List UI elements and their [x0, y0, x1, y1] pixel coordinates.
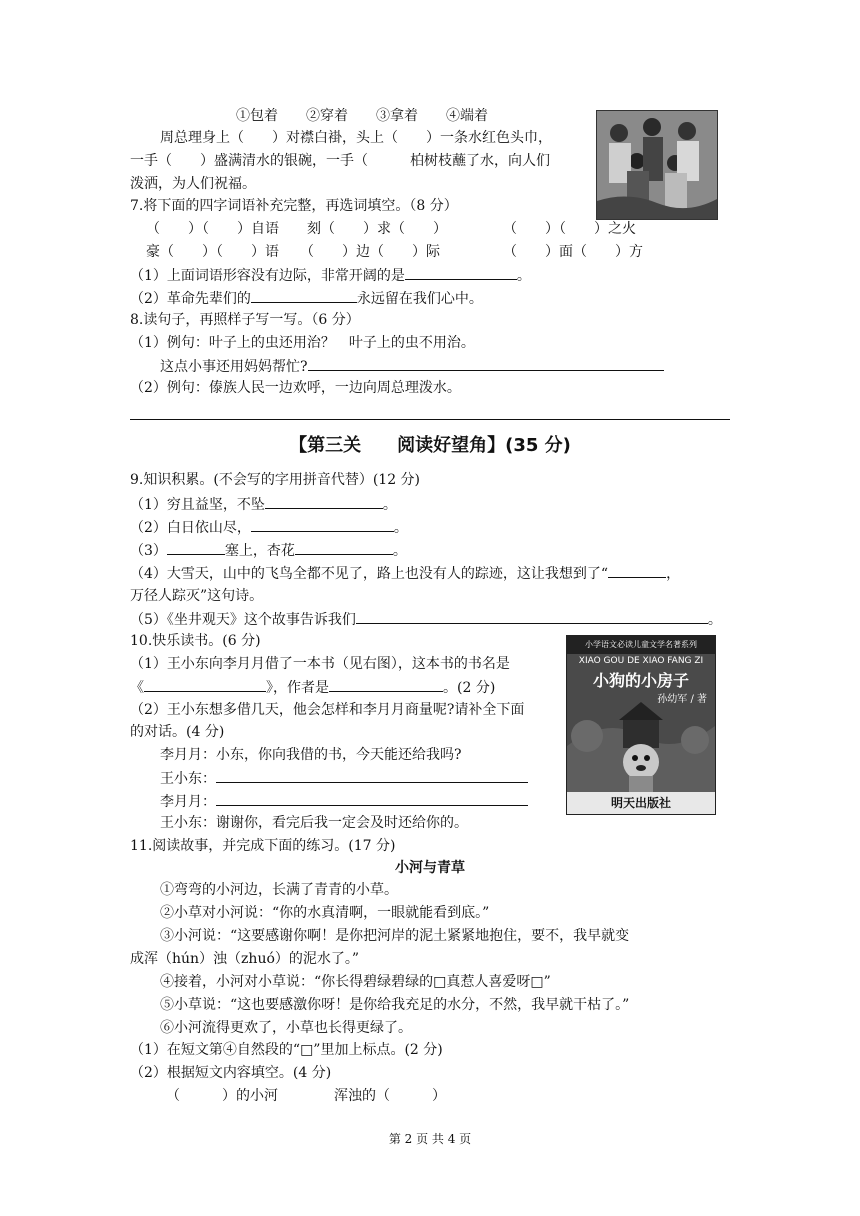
q9-item4-cont: 万径人踪灭”这句诗。: [130, 588, 264, 604]
q6-line3: 泼洒，为人们祝福。: [130, 176, 256, 192]
dialog-blank2[interactable]: [216, 791, 528, 806]
q7-sub2: （2）革命先辈们的 永远留在我们心中。: [130, 288, 483, 309]
book-publisher: 明天出版社: [567, 792, 715, 814]
q7-title: 7.将下面的四字词语补充完整，再选词填空。（8 分）: [130, 198, 458, 214]
q9-blank4[interactable]: [608, 563, 666, 578]
q10-item2-cont: 的对话。(4 分): [130, 724, 225, 740]
q7-answer1-blank[interactable]: [405, 265, 517, 280]
q9-item5: （5）《坐井观天》这个故事告诉我们 。: [130, 609, 722, 630]
q6-line2: 一手（ ）盛满清水的银碗，一手（ 柏树枝蘸了水，向人们: [130, 153, 550, 169]
book-pinyin: XIAO GOU DE XIAO FANG ZI: [578, 656, 704, 666]
q10-title: 10.快乐读书。(6 分): [130, 633, 261, 649]
q6-line1: 周总理身上（ ）对襟白褂，头上（ ）一条水红色头巾，: [160, 130, 552, 146]
book-author: 孙幼军 / 著: [657, 694, 707, 705]
q8-answer1-blank[interactable]: [308, 356, 664, 371]
q8-question1: 这点小事还用妈妈帮忙?: [160, 356, 664, 377]
dialog-line1: 李月月：小东，你向我借的书，今天能还给我吗?: [160, 747, 462, 763]
q7-answer2-blank[interactable]: [251, 288, 357, 303]
dancing-people-illustration: [596, 110, 718, 220]
q7-words-row1: （ ）（ ）自语 刻（ ）求（ ） （ ）（ ）之火: [146, 221, 636, 237]
q8-example2: （2）例句：傣族人民一边欢呼，一边向周总理泼水。: [130, 380, 461, 396]
section-divider: [130, 419, 730, 420]
story-p4: ④接着，小河对小草说：“你长得碧绿碧绿的□真惹人喜爱呀□”: [160, 974, 551, 990]
dialog-line3: 李月月：: [160, 791, 528, 812]
q10-item1-cont: 《 》，作者是 。(2 分): [130, 677, 495, 698]
q7-sub1: （1）上面词语形容没有边际，非常开阔的是 。: [130, 265, 531, 286]
q9-blank1[interactable]: [265, 494, 383, 509]
q9-blank5[interactable]: [356, 609, 708, 624]
story-p3-cont: 成浑（hún）浊（zhuó）的泥水了。”: [130, 951, 360, 967]
q10-author-blank[interactable]: [329, 677, 443, 692]
story-p1: ①弯弯的小河边，长满了青青的小草。: [160, 882, 398, 898]
story-p2: ②小草对小河说：“你的水真清啊，一眼就能看到底。”: [160, 905, 490, 921]
q9-item1: （1）穷且益坚，不坠 。: [130, 494, 397, 515]
q11-sub2-row: （ ）的小河 浑浊的（ ）: [166, 1088, 446, 1104]
q10-booktitle-blank[interactable]: [144, 677, 266, 692]
q9-item2: （2）白日依山尽， 。: [130, 517, 408, 538]
story-p5: ⑤小草说：“这也要感激你呀！是你给我充足的水分，不然，我早就干枯了。”: [160, 997, 630, 1013]
story-p6: ⑥小河流得更欢了，小草也长得更绿了。: [160, 1020, 412, 1036]
book-series-label: 小学语文必读儿童文学名著系列: [567, 636, 715, 654]
q6-options: ①包着 ②穿着 ③拿着 ④端着: [236, 108, 488, 124]
book-title: 小狗的小房子: [592, 671, 689, 690]
q7-words-row2: 豪（ ）（ ）语 （ ）边（ ）际 （ ）面（ ）方: [146, 244, 643, 260]
page-footer: 第 2 页 共 4 页: [388, 1132, 472, 1146]
story-p3: ③小河说：“这要感谢你啊！是你把河岸的泥土紧紧地抱住，要不，我早就变: [160, 928, 630, 944]
dialog-line4: 王小东：谢谢你，看完后我一定会及时还给你的。: [160, 815, 468, 831]
q8-example1: （1）例句：叶子上的虫还用治？ 叶子上的虫不用治。: [130, 335, 475, 351]
dialog-blank1[interactable]: [216, 768, 528, 783]
q9-title: 9.知识积累。(不会写的字用拼音代替）(12 分): [130, 472, 421, 488]
dialog-line2: 王小东：: [160, 768, 528, 789]
q11-sub1: （1）在短文第④自然段的“□”里加上标点。(2 分): [130, 1042, 443, 1058]
q10-item2: （2）王小东想多借几天，他会怎样和李月月商量呢?请补全下面: [130, 702, 525, 718]
q9-item3: （3） 塞上，杏花 。: [130, 540, 407, 561]
section3-title: 【第三关 阅读好望角】(35 分): [289, 435, 571, 456]
q8-title: 8.读句子，再照样子写一写。（6 分）: [130, 312, 360, 328]
q9-blank3b[interactable]: [295, 540, 393, 555]
book-cover-image: [566, 635, 716, 815]
q11-sub2: （2）根据短文内容填空。(4 分): [130, 1065, 332, 1081]
q9-item4: （4）大雪天，山中的飞鸟全都不见了，路上也没有人的踪迹，这让我想到了“ ，: [130, 563, 680, 584]
q9-blank2[interactable]: [251, 517, 394, 532]
q9-blank3a[interactable]: [167, 540, 225, 555]
story-title: 小河与青草: [395, 860, 465, 876]
q10-item1: （1）王小东向李月月借了一本书（见右图），这本书的书名是: [130, 656, 510, 672]
q11-title: 11.阅读故事，并完成下面的练习。(17 分): [130, 838, 396, 854]
